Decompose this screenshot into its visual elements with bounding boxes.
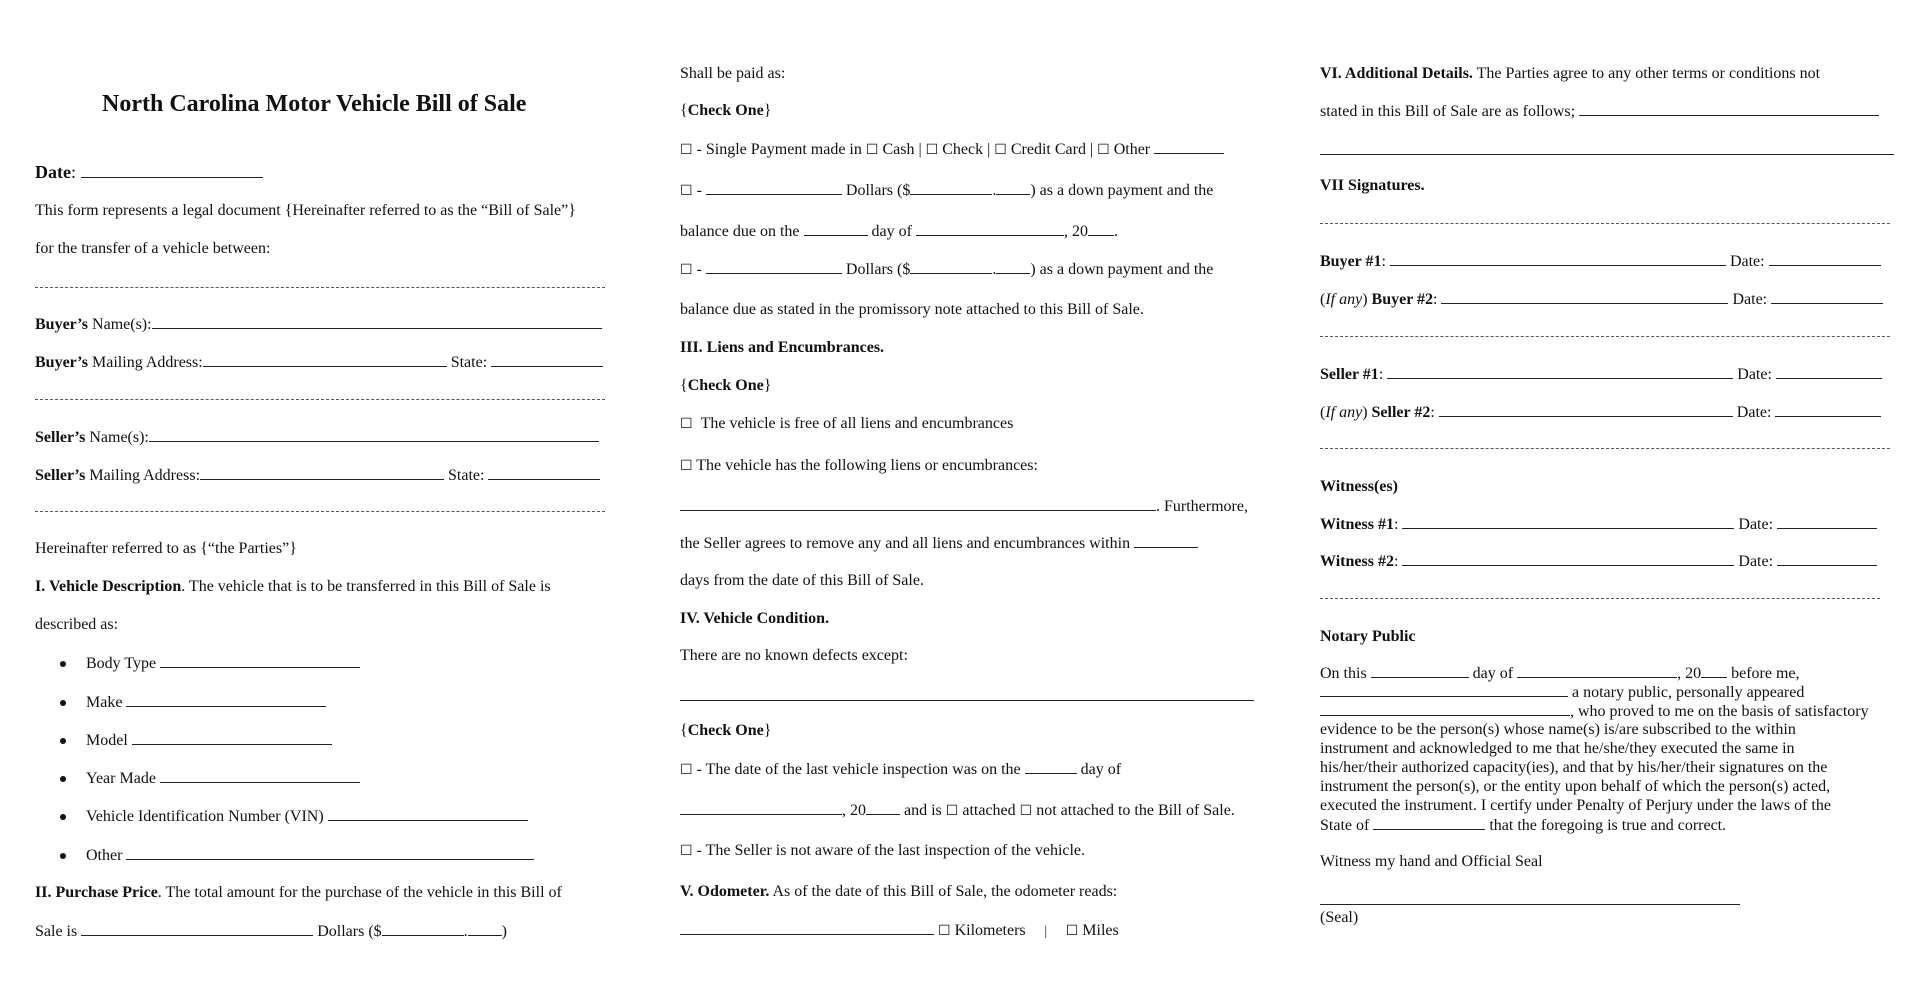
year-prefix: , 20 [842,802,866,819]
buyer-2-date-blank[interactable] [1771,289,1883,304]
dollars-label: Dollars ($ [845,182,911,199]
if-any-label: If any [1325,404,1363,421]
check-one-text: Check One [687,722,764,739]
down-payment-text: ) as a down payment and the [1030,261,1214,278]
date-label: Date: [1732,291,1768,308]
seller-state-blank[interactable] [488,465,600,480]
down-payment-text: ) as a down payment and the [1030,182,1214,199]
additional-details-blank-2[interactable] [1320,154,1894,155]
witnesses-heading-text: Witness(es) [1320,478,1398,495]
buyer-names-line [35,314,602,335]
inspection-year-blank[interactable] [866,800,900,815]
inspection-date-line [680,800,1235,821]
checkbox-icon[interactable]: ☐ [945,803,959,819]
checkbox-icon[interactable]: ☐ [865,142,879,158]
section-4-heading-text: IV. Vehicle Condition. [680,610,830,627]
promissory-note-text: balance due as stated in the promissory note attached to this Bill of Sale. [680,301,1144,318]
not-aware-line [680,841,1085,861]
balance-month-blank[interactable] [916,221,1064,236]
divider [1320,223,1890,224]
not-aware-text: - The Seller is not aware of the last inspection of the vehicle. [696,842,1086,859]
seller-address-label-rest: Mailing Address: [85,467,201,484]
buyer-address-line [35,352,603,373]
separator: | [1043,924,1048,938]
notary-state-blank[interactable] [1373,815,1485,830]
buyer-2-signature-line: (If any) Buyer #2: Date: [1320,289,1883,310]
vehicle-item-label: Body Type [86,655,157,672]
inspection-day-blank[interactable] [1025,759,1077,774]
seller-address-label: Seller’s [35,467,86,484]
additional-details-blank[interactable] [1579,101,1879,116]
odometer-line [680,920,1119,941]
checkbox-icon[interactable]: ☐ [680,142,693,158]
seller-names-label-rest: Name(s): [85,429,149,446]
section-5-text: As of the date of this Bill of Sale, the odometer reads: [769,883,1118,900]
notary-day-blank[interactable] [1371,663,1469,678]
dollars-label: Dollars ($ [845,261,911,278]
check-one-label: {Check One} [680,722,772,739]
section-2-line [35,883,562,903]
days-from-text: days from the date of this Bill of Sale. [680,572,924,589]
witnesses-heading [1320,477,1398,497]
close-paren: ) [501,923,507,940]
price-words-blank[interactable] [81,921,313,936]
notary-line-4: evidence to be the person(s) whose name(s) is/are subscribed to the within [1320,721,1796,738]
buyer-names-blank[interactable] [152,314,602,329]
checkbox-icon[interactable]: ☐ [680,183,693,199]
notary-signature-blank[interactable] [1320,904,1740,905]
checkbox-icon[interactable]: ☐ [1065,923,1079,939]
parties-text: Hereinafter referred to as {“the Parties”} [35,540,297,557]
price-cents-blank[interactable] [468,921,502,936]
notary-line-1 [1320,663,1800,683]
notary-state-of: State of [1320,817,1370,834]
last-inspection-line [680,759,1121,780]
notary-year-blank[interactable] [1701,663,1727,678]
date-label: Date: [1737,366,1772,383]
attached-label: attached [962,802,1016,819]
seller-state-label: State: [448,467,485,484]
notary-line-9 [1320,815,1726,835]
notary-text-3: , who proved to me on the basis of satisfactory [1570,703,1869,720]
if-any-label: If any [1325,291,1363,308]
buyer-2-signature-blank[interactable] [1441,289,1728,304]
notary-name-blank[interactable] [1320,682,1568,697]
day-of-label: day of [1080,761,1122,778]
witness-hand-text: Witness my hand and Official Seal [1320,853,1543,870]
section-6-line-2 [1320,101,1879,122]
not-attached-label: not attached to the Bill of Sale. [1036,802,1235,819]
section-5-line [680,882,1117,902]
buyer-names-label-rest: Name(s): [88,316,152,333]
last-inspection-text: - The date of the last vehicle inspection was on the [696,761,1021,778]
intro-text-1: This form represents a legal document {Hereinafter referred to as the “Bill of Sale”} [35,202,576,219]
bullet-icon [60,853,66,859]
notary-text-2: a notary public, personally appeared [1572,684,1805,701]
check-one-label: {Check One} [680,102,772,119]
buyer-1-label: Buyer #1 [1320,253,1382,270]
notary-line-6: his/her/their authorized capacity(ies), and that by his/her/their signatures on the [1320,759,1828,776]
notary-line-3 [1320,701,1869,721]
odometer-blank[interactable] [680,920,934,935]
bullet-icon [60,776,66,782]
section-5-heading: V. Odometer. [680,883,770,900]
down-payment-cents-blank[interactable] [996,180,1030,195]
notary-year-prefix: , 20 [1677,665,1702,682]
free-of-liens-line [680,414,1013,434]
cash-label: Cash | [882,141,922,158]
divider [1320,598,1880,599]
seller-1-signature-blank[interactable] [1387,364,1733,379]
bullet-icon [60,738,66,744]
checkbox-icon[interactable]: ☐ [925,142,939,158]
section-4-heading [680,609,829,629]
notary-line-2 [1320,682,1804,702]
date-line: Date: [35,162,263,182]
notary-person-blank[interactable] [1320,701,1570,716]
vehicle-item-body-type [60,653,360,674]
notary-on-this: On this [1320,665,1367,682]
seller-2-date-blank[interactable] [1775,402,1881,417]
buyer-1-date-blank[interactable] [1769,251,1881,266]
checkbox-icon[interactable]: ☐ [680,416,693,432]
buyer-state-label: State: [450,354,488,371]
section-1-heading: I. Vehicle Description [35,578,182,595]
notary-before-me: before me, [1731,665,1800,682]
seller-address-blank[interactable] [200,465,444,480]
other-label: Other [1113,141,1151,158]
vehicle-item-blank[interactable] [132,730,332,745]
vehicle-item-label: Model [86,732,128,749]
down-payment-cents-blank[interactable] [996,259,1030,274]
divider [35,287,605,288]
buyer-names-label: Buyer’s [35,316,89,333]
checkbox-icon[interactable]: ☐ [938,923,951,939]
witness-2-label: Witness #2 [1320,553,1394,570]
other-blank[interactable] [1154,139,1224,154]
remove-liens-line [680,533,1198,554]
checkbox-icon[interactable]: ☐ [680,762,693,778]
notary-line-8: executed the instrument. I certify under Penalty of Perjury under the laws of the [1320,797,1831,814]
section-3-heading [680,338,884,358]
buyer-1-signature-line: Buyer #1: Date: [1320,251,1881,272]
notary-day-of: day of [1472,665,1514,682]
down-payment-dollars-blank[interactable] [910,259,992,274]
witness-1-signature-blank[interactable] [1402,514,1734,529]
seller-1-signature-line: Seller #1: Date: [1320,364,1882,385]
notary-line-7: instrument the person(s), or the entity upon behalf of which the person(s) acted, [1320,778,1831,795]
paid-as-text: Shall be paid as: [680,65,786,82]
vehicle-item-label: Vehicle Identification Number (VIN) [86,808,324,825]
section-6-text: The Parties agree to any other terms or conditions not [1472,65,1821,82]
notary-heading-text: Notary Public [1320,628,1416,645]
witness-1-date-blank[interactable] [1777,514,1877,529]
sale-is-label: Sale is [35,923,78,940]
price-dollars-blank[interactable] [382,921,464,936]
kilometers-label: Kilometers [954,922,1026,939]
no-defects-text: There are no known defects except: [680,647,908,664]
balance-due-label: balance due on the [680,223,800,240]
section-2-heading: II. Purchase Price [35,884,158,901]
vehicle-item-model [60,730,332,751]
seller-2-signature-blank[interactable] [1439,402,1733,417]
seller-names-label: Seller’s [35,429,86,446]
section-1-line [35,577,551,597]
defects-blank[interactable] [680,700,1254,701]
and-is-label: and is [904,802,942,819]
bullet-icon [60,814,66,820]
document-title: North Carolina Motor Vehicle Bill of Sale [102,91,527,117]
vehicle-item-make [60,692,326,713]
checkbox-icon[interactable]: ☐ [680,843,693,859]
checkbox-icon[interactable]: ☐ [1019,803,1033,819]
vehicle-item-other [60,845,534,866]
check-one-text: Check One [687,102,764,119]
divider [35,511,605,512]
section-6-line [1320,64,1820,84]
down-payment-words-blank[interactable] [706,259,842,274]
buyer-2-label: Buyer #2 [1371,291,1434,308]
miles-label: Miles [1082,922,1119,939]
free-of-liens-label: The vehicle is free of all liens and encumbrances [700,415,1014,432]
notary-text-9: that the foregoing is true and correct. [1489,817,1727,834]
down-payment-words-blank[interactable] [706,180,842,195]
witness-2-line: Witness #2: Date: [1320,551,1877,572]
seller-1-label: Seller #1 [1320,366,1379,383]
vehicle-item-blank[interactable] [126,845,534,860]
vehicle-item-blank[interactable] [126,692,326,707]
inspection-month-blank[interactable] [680,800,842,815]
divider [35,399,605,400]
seller-names-line [35,427,599,448]
single-payment-line [680,139,1224,160]
section-1-text-2: described as: [35,616,119,633]
year-prefix: , 20 [1063,223,1088,240]
credit-card-label: Credit Card | [1010,141,1094,158]
has-liens-line [680,456,1038,476]
seller-2-signature-line: (If any) Seller #2: Date: [1320,402,1881,423]
buyer-1-signature-blank[interactable] [1390,251,1726,266]
vehicle-item-blank[interactable] [160,768,360,783]
divider [1320,448,1890,449]
date-blank[interactable] [81,163,263,178]
witness-1-label: Witness #1 [1320,516,1394,533]
bullet-icon [60,700,66,706]
vehicle-item-vin [60,806,528,827]
intro-text-2: for the transfer of a vehicle between: [35,240,271,257]
checkbox-icon[interactable]: ☐ [1097,142,1110,158]
witness-2-signature-blank[interactable] [1402,551,1734,566]
notary-heading [1320,627,1416,647]
check-one-text: Check One [687,377,764,394]
purchase-price-line: Sale is Dollars ($ . ) [35,923,507,940]
vehicle-item-blank[interactable] [160,653,360,668]
dollars-label: Dollars ($ [317,923,382,940]
down-payment-line-1: ☐ - Dollars ($ . ) as a down payment and the [680,182,1214,199]
date-label: Date: [1738,553,1774,570]
down-payment-dollars-blank[interactable] [910,180,992,195]
checkbox-icon[interactable]: ☐ [680,262,693,278]
check-label: Check | [942,141,991,158]
date-label: Date [35,162,71,182]
notary-month-blank[interactable] [1517,663,1677,678]
section-1-text: . The vehicle that is to be transferred in this Bill of Sale is [181,578,551,595]
has-liens-label: The vehicle has the following liens or encumbrances: [696,457,1038,474]
buyer-address-blank[interactable] [203,352,447,367]
section-7-heading [1320,176,1425,196]
bullet-icon [60,661,66,667]
date-label: Date: [1729,253,1765,270]
vehicle-item-year [60,768,360,789]
date-label: Date: [1738,516,1774,533]
witness-2-date-blank[interactable] [1777,551,1877,566]
checkbox-icon[interactable]: ☐ [680,458,693,474]
balance-due-line: balance due on the day of , 20 . [680,223,1118,240]
remove-liens-text: the Seller agrees to remove any and all liens and encumbrances within [680,535,1131,552]
divider [1320,336,1890,337]
remove-days-blank[interactable] [1134,533,1198,548]
witness-1-line: Witness #1: Date: [1320,514,1877,535]
vehicle-item-label: Other [86,847,123,864]
vehicle-item-label: Make [86,694,123,711]
day-of-label: day of [871,223,912,240]
single-payment-label: - Single Payment made in [696,141,862,158]
check-one-label: {Check One} [680,377,772,394]
buyer-address-label-rest: Mailing Address: [88,354,203,371]
buyer-address-label: Buyer’s [35,354,89,371]
section-6-text-2: stated in this Bill of Sale are as follows; [1320,103,1576,120]
down-payment-line-2: ☐ - Dollars ($ . ) as a down payment and the [680,261,1214,278]
section-2-text: . The total amount for the purchase of the vehicle in this Bill of [157,884,562,901]
seal-label: (Seal) [1320,909,1359,926]
vehicle-item-blank[interactable] [328,806,528,821]
seller-address-line [35,465,600,486]
notary-line-5: instrument and acknowledged to me that he/she/they executed the same in [1320,740,1795,757]
liens-detail-blank[interactable] [680,496,1156,511]
section-3-heading-text: III. Liens and Encumbrances. [680,339,885,356]
seller-names-blank[interactable] [149,427,599,442]
section-6-heading: VI. Additional Details. [1320,65,1473,82]
seller-2-label: Seller #2 [1371,404,1431,421]
section-7-heading-text: VII Signatures. [1320,177,1425,194]
checkbox-icon[interactable]: ☐ [994,142,1007,158]
furthermore-text: . Furthermore, [1156,498,1248,515]
vehicle-item-label: Year Made [86,770,156,787]
date-label: Date: [1736,404,1772,421]
balance-year-blank[interactable] [1088,221,1114,236]
liens-detail-line [680,496,1248,517]
buyer-state-blank[interactable] [491,352,603,367]
seller-1-date-blank[interactable] [1776,364,1882,379]
balance-day-blank[interactable] [804,221,868,236]
